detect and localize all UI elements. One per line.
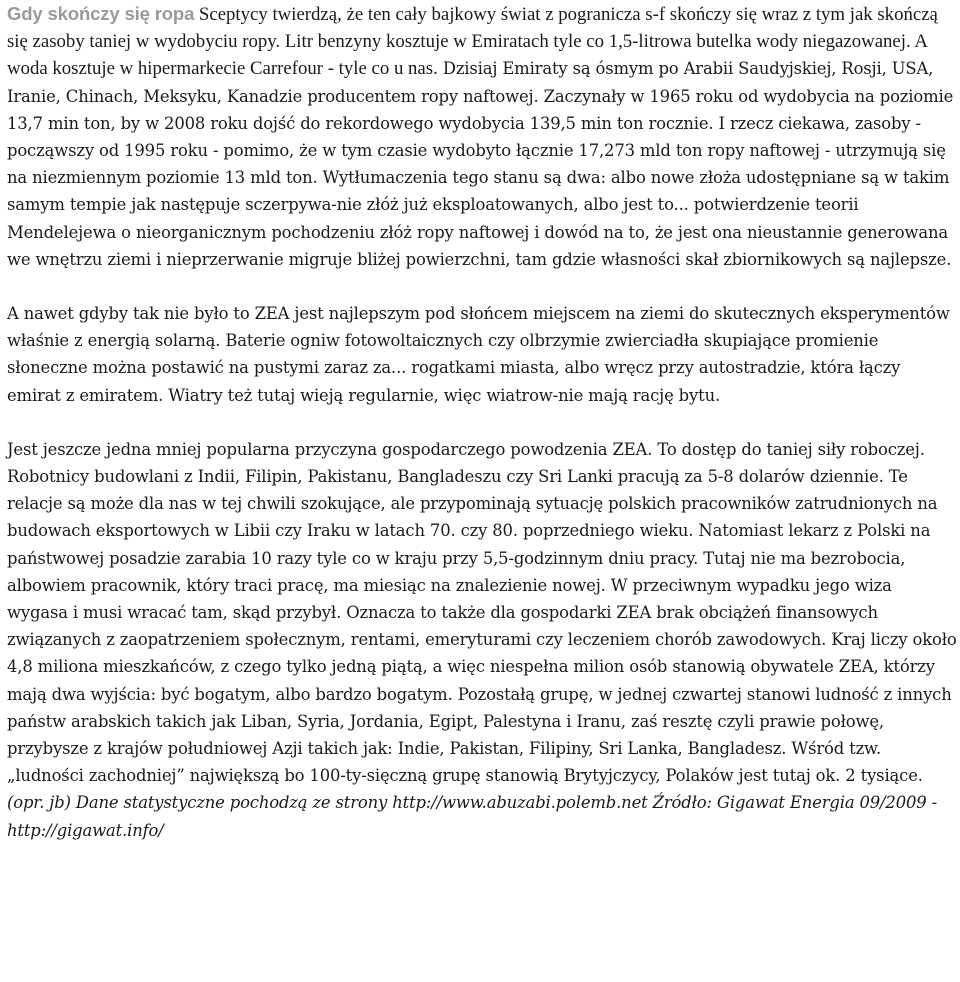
source-note: Dane statystyczne pochodzą ze strony http://www.abuzabi.polemb.net Źródło: Gigawat Energia 09/2009 - http://gigawat.info/: [7, 793, 937, 840]
lead-title: Gdy skończy się ropa: [7, 3, 195, 24]
paragraph-labor-text: Jest jeszcze jedna mniej popularna przyczyna gospodarczego powodzenia ZEA. To dostęp do taniej siły roboczej. Robotnicy budowlani z Indii, Filipin, Pakistanu, Bangladeszu czy Sri Lanki pracują za 5-8 dolarów dziennie. Te relacje są może dla nas w tej chwili szokujące, ale przypominają sytuację polskich pracowników zatrudnionych na budowach eksportowych w Libii czy Iraku w latach 70. czy 80. poprzedniego wieku. Natomiast lekarz z Polski na państwowej posadzie zarabia 10 razy tyle co w kraju przy 5,5-godzinnym dniu pracy. Tutaj nie ma bezrobocia, albowiem pracownik, który traci pracę, ma miesiąc na znalezienie nowej. W przeciwnym wypadku jego wiza wygasa i musi wracać tam, skąd przybył. Oznacza to także dla gospodarki ZEA brak obciążeń finansowych związanych z zaopatrzeniem społecznym, rentami, emeryturami czy leczeniem chorób zawodowych. Kraj liczy około 4,8 miliona mieszkańców, z czego tylko jedną piątą, a więc niespełna milion osób stanowią obywatele ZEA, którzy mają dwa wyjścia: być bogatym, albo bardzo bogatym. Pozostałą grupę, w jednej czwartej stanowi ludność z innych państw arabskich takich jak Liban, Syria, Jordania, Egipt, Palestyna i Iranu, zaś resztę czyli prawie połowę, przybysze z krajów południowej Azji takich jak: Indie, Pakistan, Filipiny, Sri Lanka, Bangladesz. Wśród tzw. „ludności zachodniej” największą bo 100-ty-sięczną grupę stanowią Brytyjczycy, Polaków jest tutaj ok. 2 tysiące.: [7, 439, 957, 786]
paragraph-oil: [7, 0, 957, 273]
paragraph-intro-text: Sceptycy twierdzą, że ten cały bajkowy świat z pogranicza s-f skończy się wraz z tym jak skończą się zasoby taniej w wydobyciu ropy. Litr benzyny kosztuje w Emiratach tyle co 1,5-litrowa butelka wody niegazowanej. A woda kosztuje w hipermarkecie Carrefour - tyle co u nas.: [7, 4, 938, 80]
paragraph-solar: A nawet gdyby tak nie było to ZEA jest najlepszym pod słońcem miejscem na ziemi do skutecznych eksperymentów właśnie z energią solarną. Baterie ogniw fotowoltaicznych czy olbrzymie zwierciadła skupiające promienie słoneczne można postawić na pustymi zaraz za... rogatkami miasta, albo wręcz przy autostradzie, która łączy emirat z emiratem. Wiatry też tutaj wieją regularnie, więc wiatrow-nie mają rację bytu.: [7, 304, 950, 405]
paragraph-body-text: Dzisiaj Emiraty są ósmym po Arabii Saudyjskiej, Rosji, USA, Iranie, Chinach, Meksyku, Kanadzie producentem ropy naftowej. Zaczynały w 1965 roku od wydobycia na poziomie 13,7 min ton, by w 2008 roku dojść do rekordowego wydobycia 139,5 min ton rocznie. I rzecz ciekawa, zasoby - począwszy od 1995 roku - pomimo, że w tym czasie wydobyto łącznie 17,273 mld ton ropy naftowej - utrzymują się na niezmiennym poziomie 13 mld ton. Wytłumaczenia tego stanu są dwa: albo nowe złoża udostępniane są w takim samym tempie jak następuje sczerpywa-nie złóż już eksploatowanych, albo jest to... potwierdzenie teorii Mendelejewa o nieorganicznym pochodzeniu złóż ropy naftowej i dowód na to, że jest ona nieustannie generowana we wnętrzu ziemi i nieprzerwanie migruje bliżej powierzchni, tam gdzie własności skał zbiornikowych są najlepsze.: [7, 59, 954, 269]
article: [7, 0, 957, 844]
author-note: (opr. jb): [7, 793, 71, 813]
paragraph-labor: [7, 436, 957, 844]
